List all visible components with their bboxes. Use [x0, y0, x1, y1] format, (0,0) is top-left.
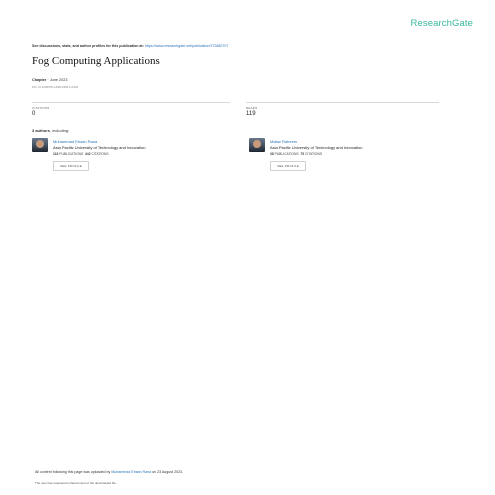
- publications-label: PUBLICATIONS: [59, 152, 84, 156]
- author-institution: Asia Pacific University of Technology and Innovation: [270, 145, 363, 150]
- author-institution: Asia Pacific University of Technology and Innovation: [53, 145, 146, 150]
- publication-title: Fog Computing Applications: [32, 55, 160, 67]
- citations-value: 0: [32, 111, 36, 117]
- discussion-notice-text: See discussions, stats, and author profiles for this publication at:: [32, 44, 144, 48]
- citations-count-label: CITATIONS: [91, 152, 109, 156]
- author-name[interactable]: Muhammad Ehsan Rana: [53, 139, 98, 144]
- discussion-notice: [32, 44, 228, 48]
- see-profile-button[interactable]: SEE PROFILE: [53, 161, 89, 171]
- divider-left: [32, 102, 230, 103]
- citations-count: 442: [85, 152, 91, 156]
- author-card: [32, 138, 222, 174]
- author-name[interactable]: Mafaz Raheem: [270, 139, 298, 144]
- meta-separator: ·: [47, 78, 50, 82]
- reads-label: READS: [246, 106, 258, 110]
- upload-notice: [35, 470, 183, 474]
- see-profile-button[interactable]: SEE PROFILE: [270, 161, 306, 171]
- enhancement-note: The user has requested enhancement of the downloaded file.: [35, 481, 117, 485]
- avatar[interactable]: [32, 138, 48, 152]
- divider-right: [246, 102, 439, 103]
- author-card: [249, 138, 439, 174]
- publications-label: PUBLICATIONS: [274, 152, 299, 156]
- citations-count: 75: [300, 152, 305, 156]
- publication-type: Chapter: [32, 78, 47, 82]
- uploader-link[interactable]: Muhammad Ehsan Rana: [111, 470, 152, 474]
- citations-label: CITATIONS: [32, 106, 50, 110]
- publications-count: 118: [53, 152, 59, 156]
- upload-notice-suffix: on 23 August 2023.: [152, 470, 184, 474]
- upload-notice-prefix: All content following this page was uploaded by: [35, 470, 111, 474]
- author-counts: [270, 152, 322, 156]
- publication-meta: [32, 78, 68, 82]
- authors-count: 3 authors: [32, 128, 51, 133]
- author-counts: [53, 152, 109, 156]
- publications-count: 38: [270, 152, 274, 156]
- doi-text: DOI: 10.4018/978-1-6684-6696-5.ch003: [32, 86, 79, 89]
- publication-link[interactable]: https://www.researchgate.net/publication/372880707: [144, 44, 229, 48]
- researchgate-logo[interactable]: ResearchGate: [410, 18, 473, 29]
- publication-date: June 2023: [49, 78, 68, 82]
- citations-count-label: CITATIONS: [304, 152, 323, 156]
- authors-heading: [32, 128, 69, 133]
- reads-value: 119: [246, 111, 256, 117]
- authors-suffix: , including:: [50, 128, 70, 133]
- avatar[interactable]: [249, 138, 265, 152]
